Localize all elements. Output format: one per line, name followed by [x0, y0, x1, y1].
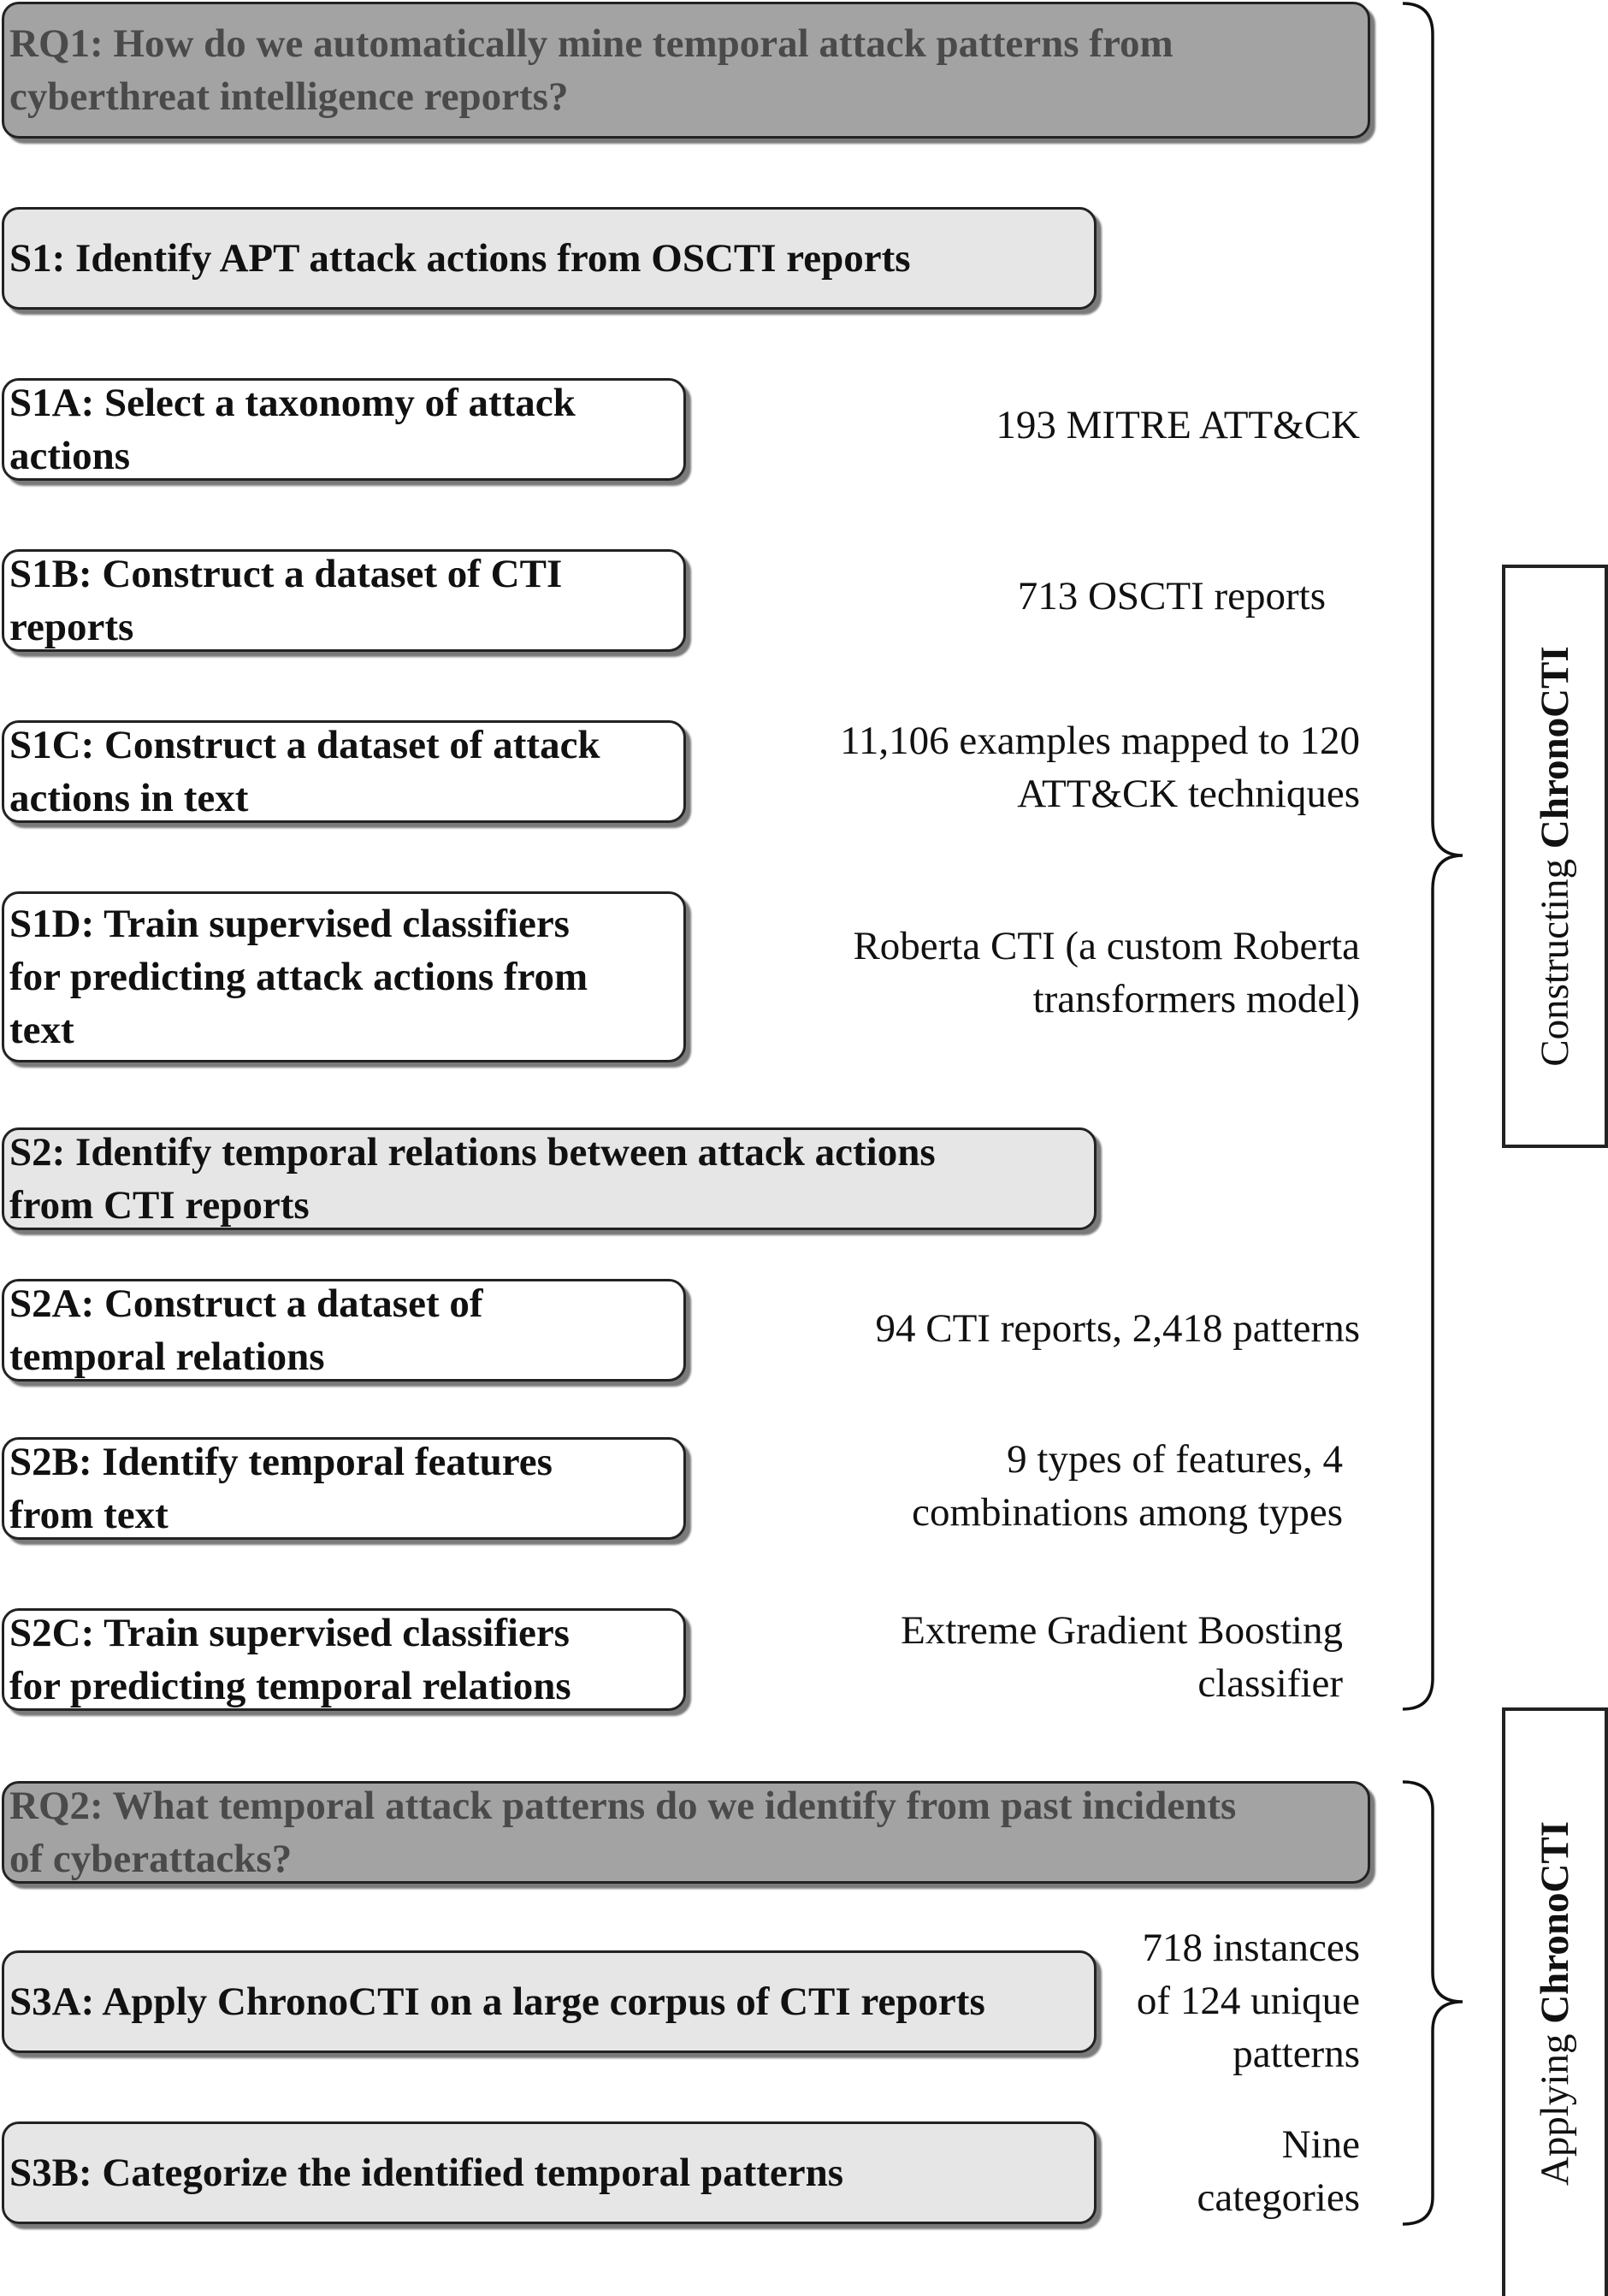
rq2-line2: of cyberattacks?	[9, 1837, 293, 1881]
applying-brace	[1403, 1782, 1463, 2224]
rq2-line1: RQ2: What temporal attack patterns do we identify from past incidents	[9, 1784, 1237, 1828]
s2b-line1: S2B: Identify temporal features	[9, 1440, 553, 1484]
s2a-line2: temporal relations	[9, 1334, 325, 1379]
s1a-line1: S1A: Select a taxonomy of attack	[9, 381, 576, 425]
applying-prefix: Applying	[1533, 2023, 1577, 2187]
constructing-brace	[1403, 3, 1463, 1709]
s1b-line1: S1B: Construct a dataset of CTI	[9, 552, 563, 596]
s2c-line1: S2C: Train supervised classifiers	[9, 1611, 570, 1655]
s1b-note-text: 713 OSCTI reports	[1017, 574, 1326, 618]
s1d-line2: for predicting attack actions from	[9, 955, 588, 999]
s2c-line2: for predicting temporal relations	[9, 1664, 571, 1708]
applying-chronocti-panel	[1502, 1707, 1608, 2296]
s2-line2: from CTI reports	[9, 1183, 310, 1228]
s1-label: S1: Identify APT attack actions from OSCTI reports	[9, 236, 911, 281]
s1c-note-line2: ATT&CK techniques	[1017, 772, 1360, 816]
s2c-note-line1: Extreme Gradient Boosting	[901, 1608, 1343, 1653]
s3b-note-line2: categories	[1197, 2175, 1360, 2220]
s1b-line2: reports	[9, 605, 134, 649]
s2a-note-text: 94 CTI reports, 2,418 patterns	[875, 1306, 1360, 1351]
s3a-note-line1: 718 instances	[1142, 1926, 1360, 1970]
s3b-note-line1: Nine	[1281, 2122, 1360, 2167]
rq1-label-line1: RQ1: How do we automatically mine temporal attack patterns from	[9, 21, 1173, 66]
s1c-note-line1: 11,106 examples mapped to 120	[840, 719, 1360, 763]
s2b-line2: from text	[9, 1493, 168, 1537]
s1a-note-text: 193 MITRE ATT&CK	[996, 403, 1360, 447]
constructing-chronocti-panel	[1502, 565, 1608, 1148]
s3a-label: S3A: Apply ChronoCTI on a large corpus of CTI reports	[9, 1979, 985, 2024]
s1c-line1: S1C: Construct a dataset of attack	[9, 723, 600, 767]
s2-line1: S2: Identify temporal relations between attack actions	[9, 1130, 936, 1175]
constructing-prefix: Constructing	[1533, 849, 1577, 1067]
s2c-note-line2: classifier	[1197, 1661, 1343, 1706]
rq1-label-line2: cyberthreat intelligence reports?	[9, 74, 569, 119]
s1d-note-line2: transformers model)	[1032, 977, 1360, 1021]
applying-emphasis: ChronoCTI	[1533, 1820, 1577, 2024]
s2b-note-line1: 9 types of features, 4	[1007, 1437, 1343, 1482]
s1d-note-line1: Roberta CTI (a custom Roberta	[853, 924, 1360, 968]
applying-chronocti-label	[1532, 1821, 1578, 2186]
s1d-line1: S1D: Train supervised classifiers	[9, 902, 570, 946]
s3a-note-line3: patterns	[1233, 2032, 1360, 2076]
s1c-line2: actions in text	[9, 776, 249, 820]
constructing-chronocti-label	[1532, 646, 1578, 1066]
s1a-line2: actions	[9, 434, 130, 478]
s3a-note-line2: of 124 unique	[1136, 1979, 1360, 2023]
s1d-line3: text	[9, 1008, 74, 1052]
s2a-line1: S2A: Construct a dataset of	[9, 1281, 483, 1326]
constructing-emphasis: ChronoCTI	[1533, 646, 1577, 849]
s3b-label: S3B: Categorize the identified temporal patterns	[9, 2151, 844, 2195]
s2b-note-line2: combinations among types	[912, 1490, 1343, 1535]
